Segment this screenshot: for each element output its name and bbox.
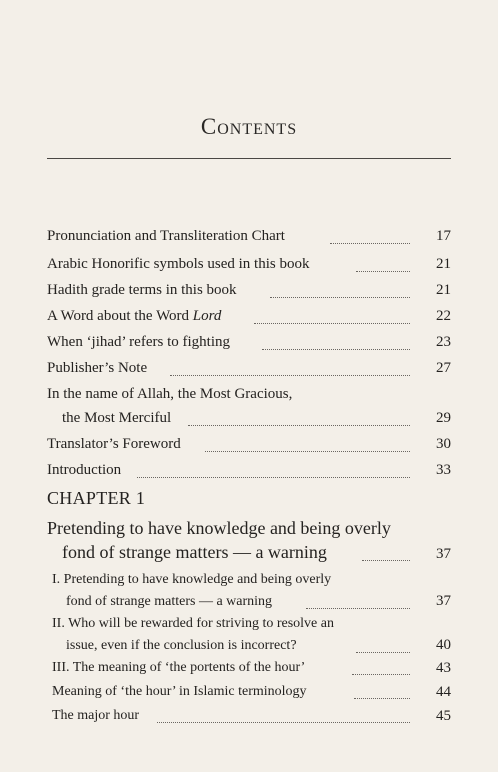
section-text-line2: fond of strange matters — a warning	[66, 594, 273, 609]
toc-entry-text: Hadith grade terms in this book	[47, 282, 237, 298]
dot-leader	[356, 271, 410, 272]
chapter-label: CHAPTER 1	[47, 488, 146, 508]
section-text-line2: issue, even if the conclusion is incorrect?	[66, 638, 297, 653]
toc-entry-text: When ‘jihad’ refers to fighting	[47, 334, 230, 350]
section-text: The major hour	[52, 708, 140, 723]
dot-leader	[362, 560, 410, 561]
chapter-title-line2: fond of strange matters — a warning	[62, 542, 327, 562]
section-text-line1: II. Who will be rewarded for striving to resolve an	[52, 616, 334, 631]
dot-leader	[254, 323, 410, 324]
toc-entry-page: 33	[436, 462, 451, 478]
dot-leader	[205, 451, 410, 452]
toc-entry-page: 23	[436, 334, 451, 350]
section-page: 37	[436, 593, 451, 609]
toc-entry-text: Publisher’s Note	[47, 360, 148, 376]
toc-entry-text	[47, 308, 221, 325]
toc-entry-text-line1: In the name of Allah, the Most Gracious,	[47, 386, 293, 402]
toc-entry-text: Pronunciation and Transliteration Chart	[47, 228, 285, 244]
dot-leader	[188, 425, 410, 426]
dot-leader	[352, 674, 410, 675]
section-text-line1: I. Pretending to have knowledge and being overly	[52, 572, 332, 587]
toc-entry-text: Arabic Honorific symbols used in this book	[47, 256, 310, 272]
section-text: III. The meaning of ‘the portents of the hour’	[52, 660, 306, 675]
dot-leader	[157, 722, 410, 723]
section-page: 43	[436, 660, 451, 676]
dot-leader	[330, 243, 410, 244]
toc-entry-text: Translator’s Foreword	[47, 436, 181, 452]
dot-leader	[306, 608, 410, 609]
dot-leader	[170, 375, 410, 376]
section-page: 44	[436, 684, 451, 700]
toc-entry-text-italic: Lord	[192, 308, 222, 324]
toc-entry-page: 29	[436, 410, 451, 426]
toc-entry-page: 22	[436, 308, 451, 324]
toc-entry-page: 21	[436, 256, 451, 272]
dot-leader	[270, 297, 410, 298]
page-title: Contents	[200, 114, 298, 139]
chapter-title-line1: Pretending to have knowledge and being overly	[47, 518, 391, 538]
toc-entry-text-line2: the Most Merciful	[62, 410, 172, 426]
section-page: 40	[436, 637, 451, 653]
section-text: Meaning of ‘the hour’ in Islamic terminology	[52, 684, 307, 699]
section-page: 45	[436, 708, 451, 724]
dot-leader	[354, 698, 410, 699]
dot-leader	[137, 477, 410, 478]
toc-entry-page: 17	[436, 228, 451, 244]
dot-leader	[356, 652, 410, 653]
chapter-title-page: 37	[436, 546, 451, 562]
toc-entry-page: 30	[436, 436, 451, 452]
toc-entry-text: Introduction	[47, 462, 122, 478]
toc-entry-text-main: A Word about the Word	[47, 308, 193, 324]
toc-entry-page: 21	[436, 282, 451, 298]
title-divider	[47, 158, 451, 159]
toc-entry-page: 27	[436, 360, 451, 376]
dot-leader	[262, 349, 410, 350]
